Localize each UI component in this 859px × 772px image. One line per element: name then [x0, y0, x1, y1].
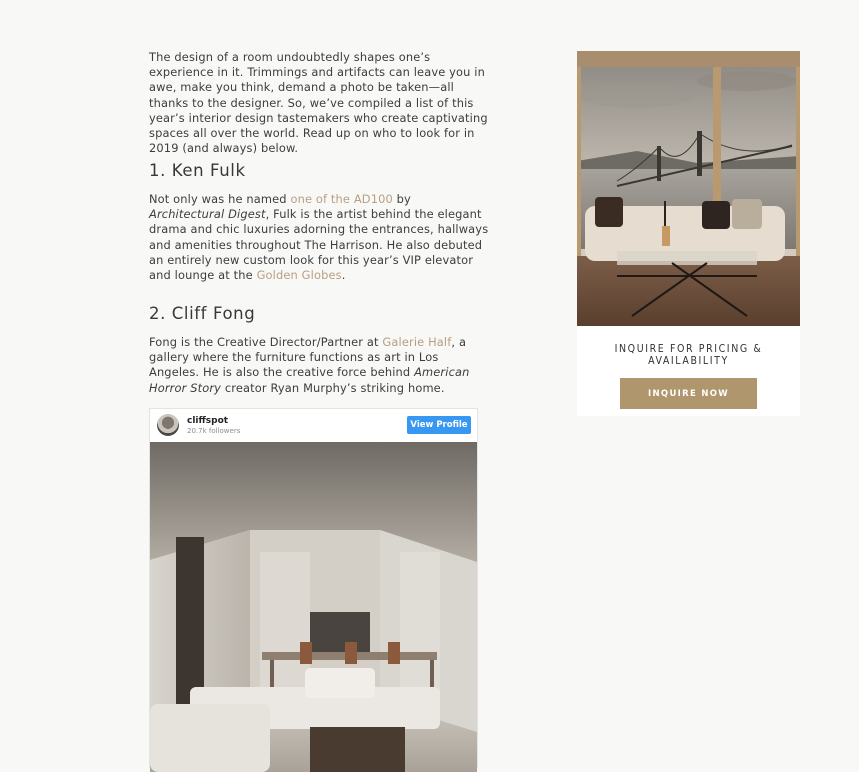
interior-room-image: [150, 442, 477, 772]
bay-bridge-living-room-image: [577, 51, 800, 326]
section-heading-ken-fulk: 1. Ken Fulk: [149, 161, 246, 180]
instagram-photo[interactable]: [150, 442, 477, 772]
text: Fong is the Creative Director/Partner at: [149, 335, 383, 349]
avatar[interactable]: [157, 414, 179, 436]
ad100-link[interactable]: one of the AD100: [290, 192, 393, 206]
publication-name: Architectural Digest: [149, 207, 266, 222]
ad-photo[interactable]: [577, 51, 800, 326]
ken-fulk-paragraph: [149, 192, 489, 283]
text: Not only was he named: [149, 192, 291, 206]
instagram-embed: [149, 408, 478, 768]
section-heading-cliff-fong: 2. Cliff Fong: [149, 304, 256, 323]
text: creator Ryan Murphy’s striking home.: [221, 380, 445, 395]
text: , a gallery where the furniture functions as art in Los Angeles. He is also the creative force behind: [149, 335, 467, 380]
cliff-fong-paragraph: [149, 335, 489, 396]
instagram-username[interactable]: cliffspot: [187, 416, 229, 426]
view-profile-button[interactable]: View Profile: [407, 416, 471, 434]
instagram-header: [150, 409, 477, 443]
golden-globes-link[interactable]: Golden Globes: [256, 268, 342, 283]
sidebar-ad: [577, 51, 800, 416]
intro-paragraph: The design of a room undoubtedly shapes one’s experience in it. Trimmings and artifacts can leave you in awe, make you think, demand a photo be taken—all thanks to the designer. So, we’ve compiled a list of this year’s interior design tastemakers who create captivating spaces all over the world. Read up on who to look for in 2019 (and always) below.: [149, 50, 488, 156]
instagram-followers: 20.7k followers: [187, 427, 241, 435]
text: .: [341, 268, 346, 283]
inquire-now-button[interactable]: INQUIRE NOW: [620, 378, 757, 409]
galerie-half-link[interactable]: Galerie Half: [382, 335, 452, 349]
show-title: American Horror Story: [149, 365, 470, 395]
ad-tagline: INQUIRE FOR PRICING & AVAILABILITY: [614, 343, 763, 367]
text: , Fulk is the artist behind the elegant drama and chic luxuries adorning the entrances, hallways and amenities throughout The Harrison. He also debuted an entirely new custom look for this year’s VIP elevator and lounge at the: [149, 207, 489, 283]
text: by: [392, 192, 411, 206]
